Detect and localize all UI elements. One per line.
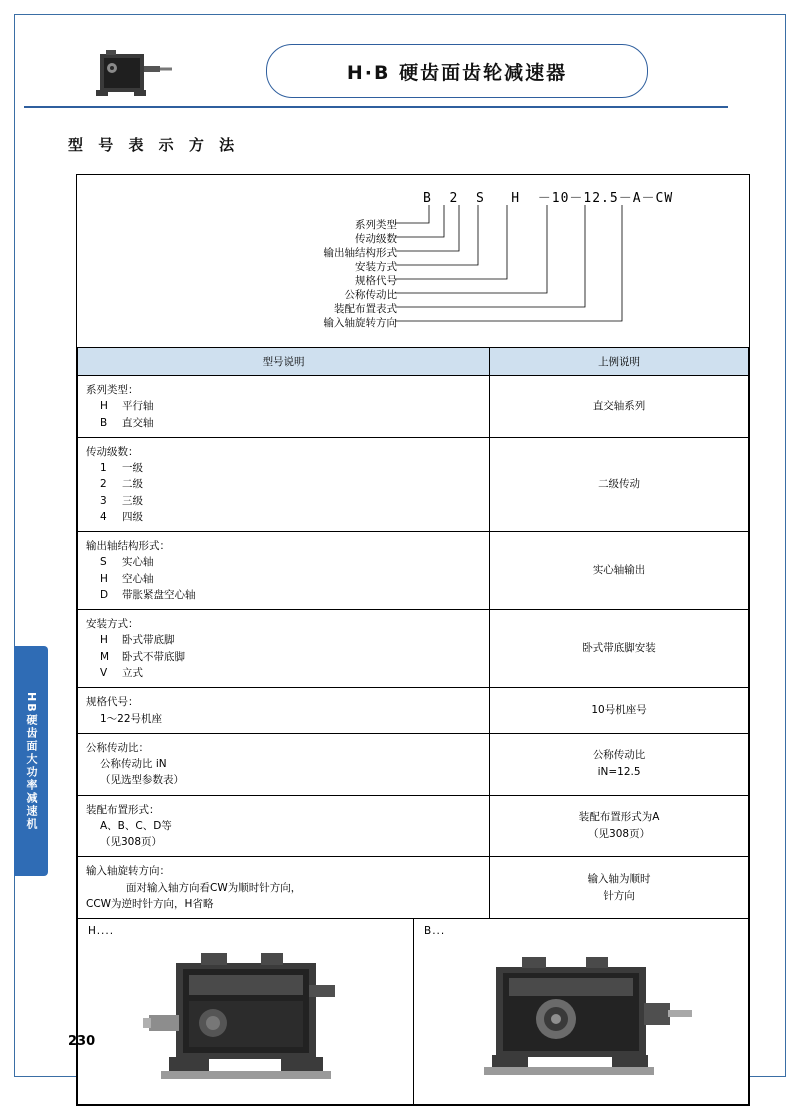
row-item: S 实心轴	[100, 556, 154, 569]
side-tab-label: HB硬齿面大功率减速机	[25, 691, 38, 831]
table-row	[78, 532, 749, 610]
code-label-rotation: 输入轴旋转方向	[323, 317, 397, 329]
row-item: H 卧式带底脚	[100, 634, 175, 647]
row-example-output-shaft: 实心轴输出	[490, 532, 749, 610]
table-header-row	[78, 348, 749, 376]
photo-caption-b: B...	[424, 925, 446, 938]
page-title	[266, 44, 648, 98]
row-item: （见选型参数表）	[100, 774, 184, 787]
row-item: 3 三级	[100, 494, 143, 507]
code-label-series: 系列类型	[355, 219, 397, 231]
row-description-size	[78, 688, 490, 734]
specification-table	[77, 347, 749, 919]
row-description-mounting	[78, 610, 490, 688]
row-item: B 直交轴	[100, 416, 154, 429]
row-item: 公称传动比 iN	[100, 758, 167, 771]
row-item: 面对输入轴方向看CW为顺时针方向，	[126, 881, 302, 894]
code-label-arrangement: 装配布置表式	[334, 303, 397, 315]
code-label-stages: 传动级数	[355, 233, 397, 245]
row-item: 2 二级	[100, 478, 143, 491]
model-code-string: B 2 S H －10－12.5－A－CW	[423, 191, 674, 206]
page-number: 230	[68, 1034, 96, 1049]
row-item: （见308页）	[100, 836, 163, 849]
table-header-description: 型号说明	[78, 348, 490, 376]
row-item: 1 一级	[100, 462, 143, 475]
row-item: D 带胀紧盘空心轴	[100, 588, 196, 601]
row-example-size: 10号机座号	[490, 688, 749, 734]
photo-cell-h-series	[77, 919, 413, 1105]
row-item: H 空心轴	[100, 572, 154, 585]
row-item: 1～22号机座	[100, 712, 163, 725]
gearbox-icon	[86, 46, 182, 102]
row-title: 系列类型：	[86, 384, 139, 396]
table-row	[78, 437, 749, 531]
row-example-stages: 二级传动	[490, 437, 749, 531]
row-item: H 平行轴	[100, 400, 154, 413]
parallel-shaft-gearbox-photo	[141, 945, 351, 1099]
row-example-arrangement: 装配布置形式为A （见308页）	[490, 795, 749, 857]
row-example-rotation: 输入轴为顺时 针方向	[490, 857, 749, 919]
row-item: 4 四级	[100, 510, 143, 523]
table-row	[78, 610, 749, 688]
row-title: 装配布置形式：	[86, 803, 160, 816]
photo-caption-h: H....	[88, 925, 115, 938]
code-label-ratio: 公称传动比	[344, 289, 397, 301]
row-description-stages	[78, 437, 490, 531]
table-header-example: 上例说明	[490, 348, 749, 376]
page-title-text: H·B 硬齿面齿轮减速器	[346, 61, 568, 84]
row-title: 规格代号：	[86, 696, 139, 709]
bevel-helical-gearbox-photo	[466, 945, 696, 1099]
row-description-rotation	[78, 857, 490, 919]
table-row	[78, 688, 749, 734]
table-row	[78, 733, 749, 795]
row-description-arrangement	[78, 795, 490, 857]
code-label-output-shaft: 输出轴结构形式	[323, 247, 397, 259]
row-example-ratio: 公称传动比 iN=12.5	[490, 733, 749, 795]
row-description-series	[78, 376, 490, 438]
code-label-size: 规格代号	[355, 275, 397, 287]
row-description-ratio	[78, 733, 490, 795]
table-row	[78, 795, 749, 857]
row-title: 输出轴结构形式：	[86, 540, 170, 553]
row-description-output-shaft	[78, 532, 490, 610]
row-item: M 卧式不带底脚	[100, 650, 185, 663]
side-tab	[14, 646, 48, 876]
code-label-mounting: 安装方式	[355, 261, 397, 273]
photo-cell-b-series	[413, 919, 749, 1105]
row-example-series: 直交轴系列	[490, 376, 749, 438]
row-item: V 立式	[100, 666, 143, 679]
section-title: 型 号 表 示 方 法	[68, 136, 240, 154]
row-title: 安装方式：	[86, 618, 139, 631]
row-example-mounting: 卧式带底脚安装	[490, 610, 749, 688]
model-code-diagram	[77, 175, 749, 347]
page-header	[66, 44, 746, 106]
row-item: A、B、C、D等	[100, 819, 172, 832]
row-title: 公称传动比：	[86, 741, 149, 754]
row-title: 传动级数：	[86, 445, 139, 458]
model-designation-block	[76, 174, 750, 1106]
row-title: 输入轴旋转方向：	[86, 865, 170, 878]
product-photo-row	[77, 919, 749, 1105]
header-divider	[24, 106, 728, 108]
table-row	[78, 857, 749, 919]
row-item: CCW为逆时针方向，H省略	[86, 897, 214, 910]
table-row	[78, 376, 749, 438]
